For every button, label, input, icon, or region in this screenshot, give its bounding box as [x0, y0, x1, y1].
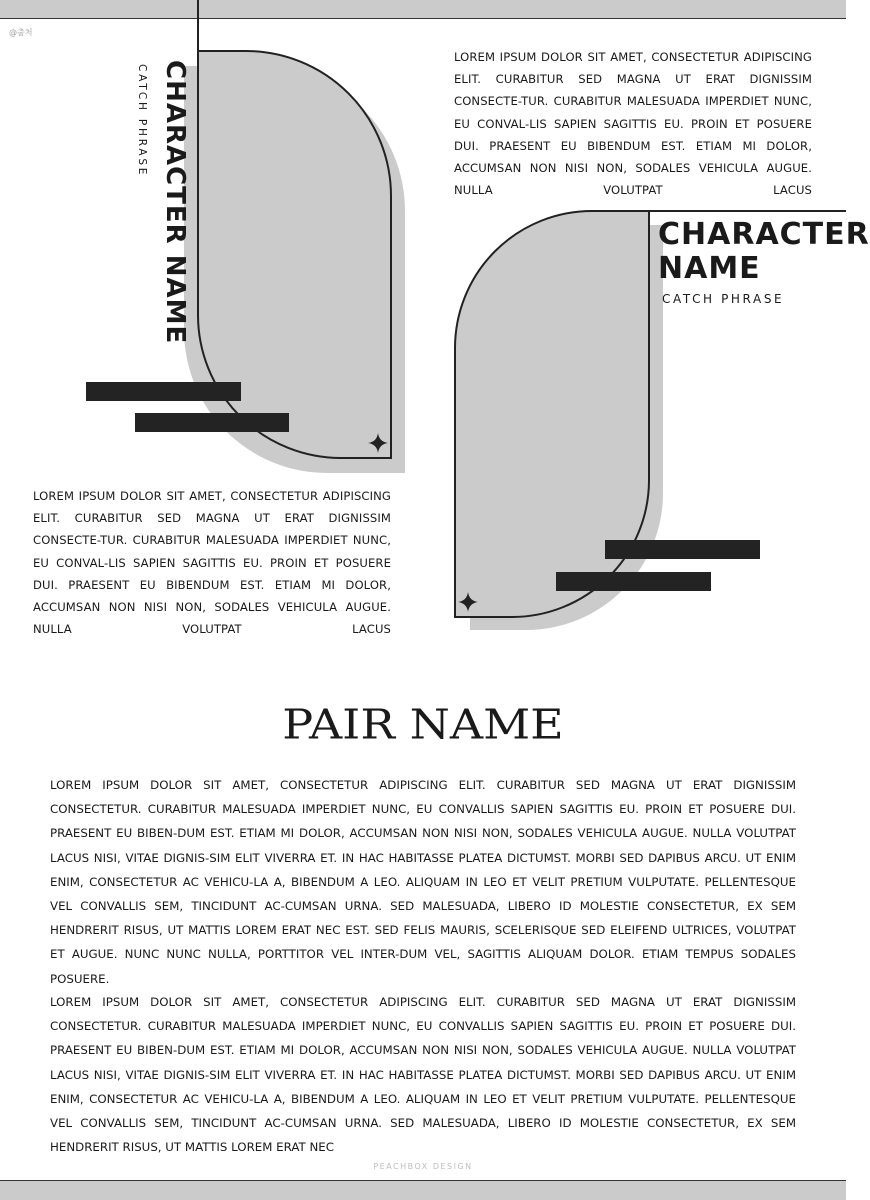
- accent-bar: [605, 540, 760, 559]
- catch-phrase: CATCH PHRASE: [136, 64, 148, 178]
- corner-mark: @출처: [9, 28, 33, 37]
- accent-bar: [135, 413, 289, 432]
- pair-paragraph: LOREM IPSUM DOLOR SIT AMET, CONSECTETUR ADIPISCING ELIT. CURABITUR SED MAGNA UT ERAT DIGNISSIM CONSECTETUR. CURABITUR MALESUADA IMPERDIET NUNC, EU CONVALLIS SAPIEN SAGITTIS EU. PROIN ET POSUERE DUI. PRAESENT EU BIBEN-DUM EST. ETIAM MI DOLOR, ACCUMSAN NON NISI NON, SODALES VEHICULA AUGUE. NULLA VOLUTPAT LACUS NISI, VITAE DIGNIS-SIM ELIT VIVERRA ET. IN HAC HABITASSE PLATEA DICTUMST. MORBI SED DAPIBUS ARCU. UT ENIM ENIM, CONSECTETUR AC VEHICU-LA A, BIBENDUM A LEO. ALIQUAM IN LEO ET VELIT PRETIUM VULPUTATE. PELLENTESQUE VEL CONVALLIS SEM, TINCIDUNT AC-CUMSAN URNA. SED MALESUADA, LIBERO ID MOLESTIE CONSECTETUR, EX SEM HENDRERIT RISUS, UT MATTIS LOREM ERAT NEC: [50, 995, 796, 1155]
- accent-bar: [556, 572, 711, 591]
- character-description: LOREM IPSUM DOLOR SIT AMET, CONSECTETUR ADIPISCING ELIT. CURABITUR SED MAGNA UT ERAT DIGNISSIM CONSECTE-TUR. CURABITUR MALESUADA IMPERDIET NUNC, EU CONVAL-LIS SAPIEN SAGITTIS EU. PROIN ET POSUERE DUI. PRAESENT EU BIBENDUM EST. ETIAM MI DOLOR, ACCUMSAN NON NISI NON, SODALES VEHICULA AUGUE. NULLA VOLUTPAT LACUS: [33, 489, 391, 637]
- pair-title: PAIR NAME: [282, 700, 564, 749]
- catch-phrase: CATCH PHRASE: [662, 292, 785, 306]
- bottom-band: [0, 1180, 846, 1200]
- character-description: LOREM IPSUM DOLOR SIT AMET, CONSECTETUR ADIPISCING ELIT. CURABITUR SED MAGNA UT ERAT DIGNISSIM CONSECTE-TUR. CURABITUR MALESUADA IMPERDIET NUNC, EU CONVAL-LIS SAPIEN SAGITTIS EU. PROIN ET POSUERE DUI. PRAESENT EU BIBENDUM EST. ETIAM MI DOLOR, ACCUMSAN NON NISI NON, SODALES VEHICULA AUGUE. NULLA VOLUTPAT LACUS: [454, 50, 812, 198]
- footer-credit: PEACHBOX DESIGN: [373, 1162, 473, 1171]
- character-name: CHARACTER NAME: [658, 217, 870, 286]
- accent-bar: [86, 382, 241, 401]
- pair-paragraph: LOREM IPSUM DOLOR SIT AMET, CONSECTETUR ADIPISCING ELIT. CURABITUR SED MAGNA UT ERAT DIGNISSIM CONSECTETUR. CURABITUR MALESUADA IMPERDIET NUNC, EU CONVALLIS SAPIEN SAGITTIS EU. PROIN ET POSUERE DUI. PRAESENT EU BIBEN-DUM EST. ETIAM MI DOLOR, ACCUMSAN NON NISI NON, SODALES VEHICULA AUGUE. NULLA VOLUTPAT LACUS NISI, VITAE DIGNIS-SIM ELIT VIVERRA ET. IN HAC HABITASSE PLATEA DICTUMST. MORBI SED DAPIBUS ARCU. UT ENIM ENIM, CONSECTETUR AC VEHICU-LA A, BIBENDUM A LEO. ALIQUAM IN LEO ET VELIT PRETIUM VULPUTATE. PELLENTESQUE VEL CONVALLIS SEM, TINCIDUNT AC-CUMSAN URNA. SED MALESUADA, LIBERO ID MOLESTIE CONSECTETUR, EX SEM HENDRERIT RISUS, UT MATTIS LOREM ERAT NEC EST. SED FELIS MAURIS, SCELERISQUE SED ELEIFEND ULTRICES, VOLUTPAT ET AUGUE. NUNC NUNC NULLA, PORTTITOR VEL INTER-DUM VEL, SAGITTIS ALIQUAM DOLOR. ETIAM TEMPUS SODALES POSUERE.: [50, 778, 796, 986]
- character-name: CHARACTER NAME: [160, 60, 190, 345]
